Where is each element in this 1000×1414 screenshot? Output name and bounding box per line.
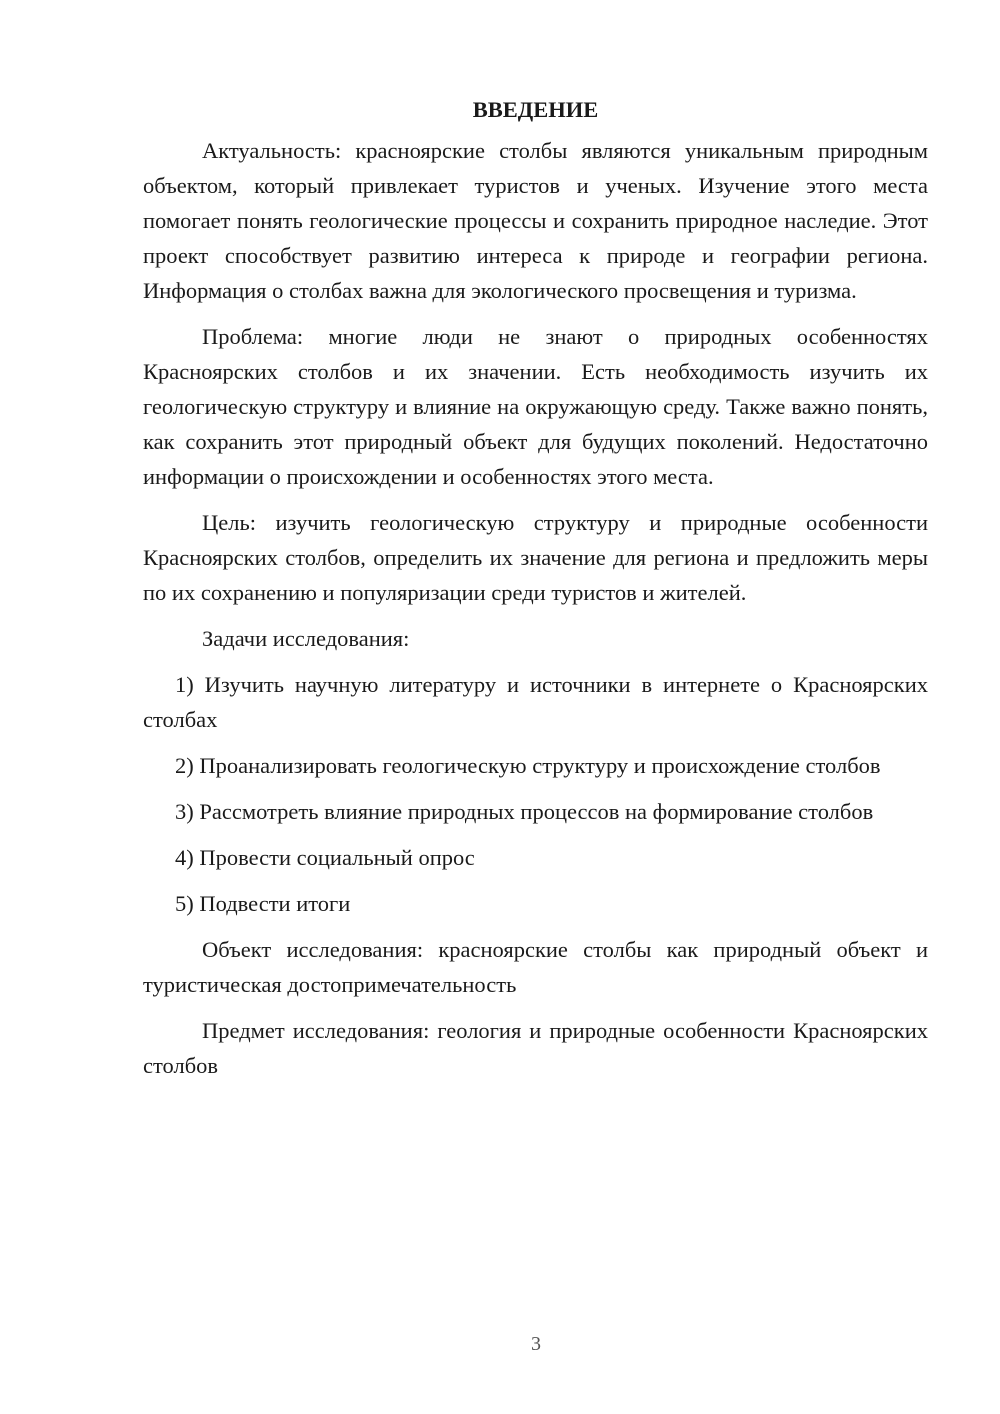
task-item-3: 3) Рассмотреть влияние природных процессов на формирование столбов — [175, 799, 874, 824]
task-item-2: 2) Проанализировать геологическую структуру и происхождение столбов — [175, 753, 881, 778]
task-item-1: 1) Изучить научную литературу и источники в интернете о Красноярских столбах — [143, 672, 928, 732]
page-number: 3 — [531, 1333, 541, 1355]
research-subject-paragraph: Предмет исследования: геология и природные особенности Красноярских столбов — [143, 1018, 928, 1078]
goal-paragraph: Цель: изучить геологическую структуру и природные особенности Красноярских столбов, определить их значение для региона и предложить меры по их сохранению и популяризации среди туристов и жителей. — [143, 510, 928, 605]
page-content — [143, 92, 928, 1094]
task-item-4: 4) Провести социальный опрос — [175, 845, 475, 870]
tasks-heading: Задачи исследования: — [202, 626, 410, 651]
research-object-paragraph: Объект исследования: красноярские столбы как природный объект и туристическая достопримечательность — [143, 937, 928, 997]
problem-paragraph: Проблема: многие люди не знают о природных особенностях Красноярских столбов и их значении. Есть необходимость изучить их геологическую структуру и влияние на окружающую среду. Также важно понять, как сохранить этот природный объект для будущих поколений. Недостаточно информации о происхождении и особенностях этого места. — [143, 324, 928, 489]
relevance-paragraph: Актуальность: красноярские столбы являются уникальным природным объектом, который привлекает туристов и ученых. Изучение этого места помогает понять геологические процессы и сохранить природное наследие. Этот проект способствует развитию интереса к природе и географии региона. Информация о столбах важна для экологического просвещения и туризма. — [143, 138, 928, 303]
task-item-5: 5) Подвести итоги — [175, 891, 351, 916]
page-title: ВВЕДЕНИЕ — [472, 97, 599, 122]
